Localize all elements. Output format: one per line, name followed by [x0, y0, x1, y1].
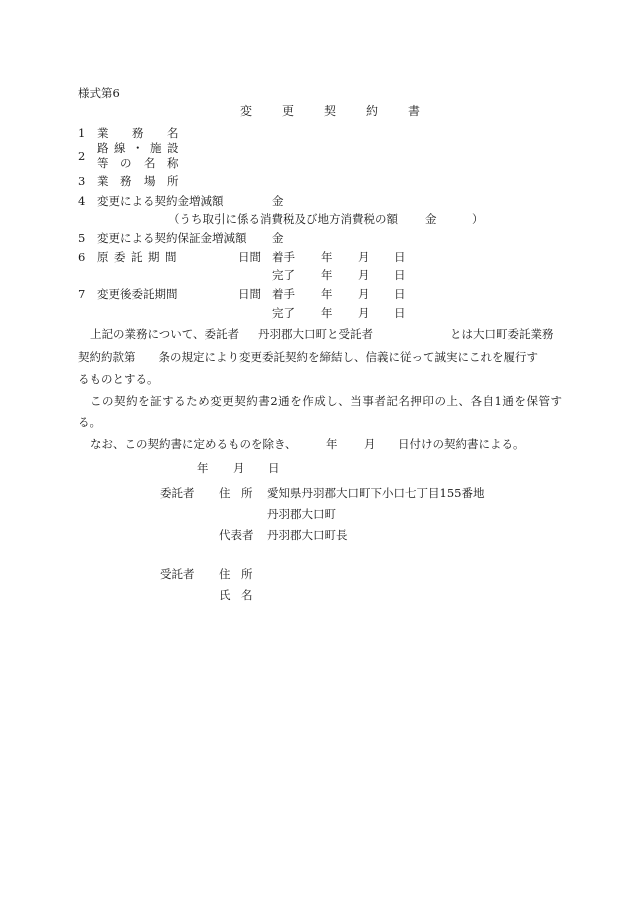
item-label-char: 業 [97, 126, 109, 140]
tax-amount-prefix: 金 [425, 212, 437, 226]
item-number: 3 [78, 174, 86, 188]
item-label-char: 等 [97, 156, 109, 170]
item-label-char: 名 [144, 156, 156, 170]
item-number: 6 [78, 250, 86, 264]
paragraph-text: なお、この契約書に定めるものを除き、 [90, 437, 297, 451]
end-label: 完了 [272, 268, 295, 282]
month-label: 月 [358, 250, 370, 264]
item-label-char: 線 [114, 141, 126, 155]
month-label: 月 [358, 287, 370, 301]
item-label-char: 間 [165, 250, 177, 264]
item-label-char: 業 [97, 174, 109, 188]
month-label: 月 [358, 306, 370, 320]
item-label-char: 設 [167, 141, 179, 155]
contractor-role: 受託者 [160, 567, 195, 581]
item-label-char: 務 [132, 126, 144, 140]
representative-label: 代表者 [219, 528, 254, 542]
day-label: 日 [394, 250, 406, 264]
body-paragraph-2: この契約を証するため変更契約書2通を作成し、当事者記名押印の上、各自1通を保管する。 [78, 394, 562, 429]
tax-note-close: ） [472, 212, 484, 226]
item-number: 5 [78, 231, 86, 245]
year-label: 年 [197, 461, 209, 475]
item-label-char: 務 [120, 174, 132, 188]
title-char: 変 [240, 104, 253, 118]
client-role: 委託者 [160, 486, 195, 500]
day-label: 日 [394, 306, 406, 320]
year-label: 年 [321, 287, 333, 301]
item-label-char: 場 [144, 174, 156, 188]
paragraph-text: とは大口町委託業務 [450, 327, 554, 341]
day-label: 日 [394, 268, 406, 282]
item-label: 変更による契約保証金増減額 [97, 231, 247, 245]
title-char: 契 [324, 104, 337, 118]
days-label: 日間 [238, 287, 261, 301]
paragraph-text: 上記の業務について、委託者 [90, 327, 240, 341]
title-char: 約 [366, 104, 379, 118]
end-label: 完了 [272, 306, 295, 320]
paragraph-text: 日付けの契約書による。 [398, 437, 525, 451]
form-number: 様式第6 [78, 86, 120, 100]
name-label-char: 氏 [219, 588, 231, 602]
item-label-char: 託 [131, 250, 143, 264]
item-label-char: 名 [167, 126, 179, 140]
paragraph-text: 契約約款第 条の規定により変更委託契約を締結し、信義に従って誠実にこれを履行す [78, 350, 538, 364]
tax-note: （うち取引に係る消費税及び地方消費税の額 [168, 212, 398, 226]
year-label: 年 [321, 306, 333, 320]
start-label: 着手 [272, 287, 295, 301]
item-label-char: の [120, 156, 132, 170]
month-label: 月 [233, 461, 245, 475]
item-label-char: 路 [97, 141, 109, 155]
day-label: 日 [268, 461, 280, 475]
start-label: 着手 [272, 250, 295, 264]
amount-prefix: 金 [272, 194, 284, 208]
paragraph-text: 丹羽郡大口町と受託者 [258, 327, 373, 341]
paragraph-text: るものとする。 [78, 372, 159, 386]
name-label-char: 名 [241, 588, 253, 602]
item-number: 1 [78, 126, 86, 140]
client-name: 丹羽郡大口町 [267, 507, 336, 521]
item-number: 2 [78, 149, 86, 163]
item-label: 変更後委託期間 [97, 287, 178, 301]
item-number: 4 [78, 194, 86, 208]
title-char: 書 [408, 104, 421, 118]
address-label-char: 住 [219, 567, 231, 581]
year-label: 年 [321, 250, 333, 264]
item-label-char: 所 [167, 174, 179, 188]
representative-name: 丹羽郡大口町長 [267, 528, 348, 542]
day-label: 日 [394, 287, 406, 301]
year-label: 年 [326, 437, 338, 451]
address-label-char: 住 [219, 486, 231, 500]
title-char: 更 [282, 104, 295, 118]
client-address: 愛知県丹羽郡大口町下小口七丁目155番地 [267, 486, 485, 500]
month-label: 月 [358, 268, 370, 282]
item-label-char: 施 [150, 141, 162, 155]
item-number: 7 [78, 287, 86, 301]
month-label: 月 [364, 437, 376, 451]
item-label-char: 称 [167, 156, 179, 170]
address-label-char: 所 [241, 486, 253, 500]
item-label-char: 原 [97, 250, 109, 264]
item-label-char: ・ [132, 141, 144, 155]
address-label-char: 所 [241, 567, 253, 581]
year-label: 年 [321, 268, 333, 282]
item-label-char: 期 [148, 250, 160, 264]
amount-prefix: 金 [272, 231, 284, 245]
days-label: 日間 [238, 250, 261, 264]
item-label: 変更による契約金増減額 [97, 194, 224, 208]
item-label-char: 委 [114, 250, 126, 264]
